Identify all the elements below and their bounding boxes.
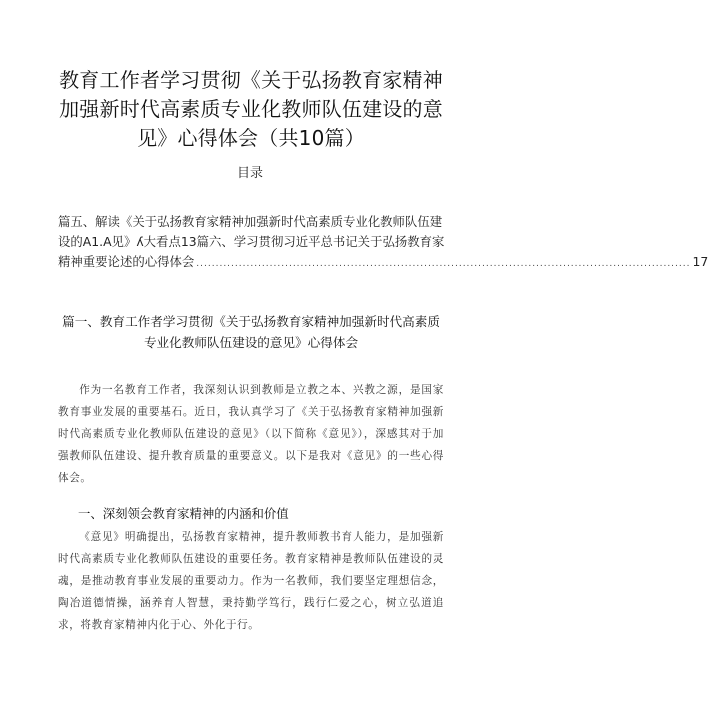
- body-paragraph: 作为一名教育工作者，我深刻认识到教师是立教之本、兴教之源，是国家教育事业发展的重要基石。近日，我认真学习了《关于弘扬教育家精神加强新时代高素质专业化教师队伍建设的意见》（以下简称《意见》），深感其对于加强教师队伍建设、提升教育质量的重要意义。以下是我对《意见》的一些心得体会。: [58, 384, 444, 484]
- toc-entry-text: 设的A1.A见》ʎ大看点13篇六、学习贯彻习近平总书记关于弘扬教育家: [58, 234, 445, 249]
- toc-entry-line: [58, 252, 708, 274]
- toc-entry-text: 精神重要论述的心得体会: [58, 254, 195, 269]
- toc-leader-dots: ................................................................................................................................: [196, 259, 691, 269]
- toc-heading: 目录: [236, 166, 263, 181]
- toc-entry-line: [58, 232, 444, 252]
- toc-entry-text: 篇五、解读《关于弘扬教育家精神加强新时代高素质专业化教师队伍建: [58, 214, 443, 229]
- sub-heading: 一、深刻领会教育家精神的内涵和价值: [78, 506, 289, 521]
- toc-entry[interactable]: [58, 212, 708, 274]
- toc-page-number: 17: [692, 254, 708, 269]
- section-title: 篇一、教育工作者学习贯彻《关于弘扬教育家精神加强新时代高素质专业化教师队伍建设的意见》心得体会: [62, 314, 440, 350]
- document-title: 教育工作者学习贯彻《关于弘扬教育家精神加强新时代高素质专业化教师队伍建设的意见》心得体会（共10篇）: [59, 68, 443, 150]
- body-paragraph: 《意见》明确提出，弘扬教育家精神，提升教师教书育人能力，是加强新时代高素质专业化教师队伍建设的重要任务。教育家精神是教师队伍建设的灵魂，是推动教育事业发展的重要动力。作为一名教师，我们要坚定理想信念，陶冶道德情操，涵养育人智慧，秉持勤学笃行，践行仁爱之心，树立弘道追求，将教育家精神内化于心、外化于行。: [58, 531, 444, 631]
- toc-entry-line: [58, 212, 444, 232]
